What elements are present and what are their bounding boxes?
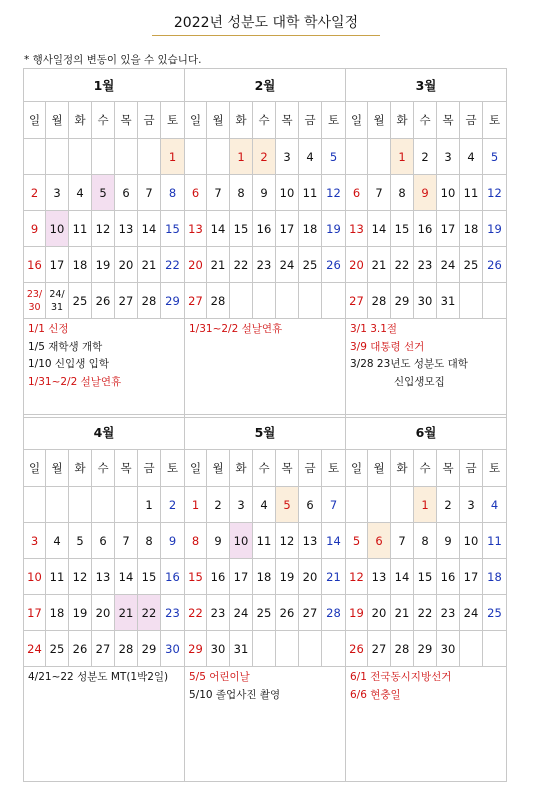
weekday-label: 일 xyxy=(24,102,46,139)
day-cell: 9 xyxy=(437,523,460,559)
weekday-label: 화 xyxy=(69,102,92,139)
day-cell: 6 xyxy=(115,175,138,211)
day-cell: 7 xyxy=(391,523,414,559)
page-title: 2022년 성분도 대학 학사일정 xyxy=(152,12,380,36)
day-cell: 31 xyxy=(437,283,460,319)
weekday-label: 일 xyxy=(185,450,207,487)
weekday-label: 토 xyxy=(322,450,346,487)
day-cell: 8 xyxy=(391,175,414,211)
day-cell: 8 xyxy=(161,175,185,211)
month-header: 4월 xyxy=(24,415,185,450)
day-cell: 14 xyxy=(322,523,346,559)
day-cell: 1 xyxy=(230,139,253,175)
event-item: 6/1 전국동시지방선거 xyxy=(350,671,452,683)
day-cell: 17 xyxy=(230,559,253,595)
day-cell: 6 xyxy=(368,523,391,559)
day-cell: 14 xyxy=(138,211,161,247)
weekday-label: 토 xyxy=(161,450,185,487)
day-cell-double: 24/ 31 xyxy=(46,283,69,319)
day-cell: 17 xyxy=(437,211,460,247)
day-cell: 25 xyxy=(299,247,322,283)
weekday-label: 수 xyxy=(92,450,115,487)
day-cell: 22 xyxy=(391,247,414,283)
day-cell: 4 xyxy=(46,523,69,559)
day-cell: 29 xyxy=(391,283,414,319)
day-cell: 26 xyxy=(322,247,346,283)
day-cell: 17 xyxy=(276,211,299,247)
event-item: 3/1 3.1절 xyxy=(350,323,398,335)
day-cell: 28 xyxy=(391,631,414,667)
weekday-label: 금 xyxy=(138,450,161,487)
day-cell xyxy=(115,139,138,175)
day-cell xyxy=(368,139,391,175)
day-cell xyxy=(460,631,483,667)
day-cell xyxy=(92,139,115,175)
day-cell: 20 xyxy=(346,247,368,283)
day-cell: 24 xyxy=(230,595,253,631)
event-item: 3/28 23년도 성분도 대학 xyxy=(350,358,468,370)
day-cell: 1 xyxy=(391,139,414,175)
day-cell: 20 xyxy=(185,247,207,283)
day-cell: 11 xyxy=(46,559,69,595)
day-cell: 9 xyxy=(207,523,230,559)
day-cell: 1 xyxy=(161,139,185,175)
day-cell xyxy=(69,487,92,523)
day-cell: 2 xyxy=(207,487,230,523)
day-cell: 19 xyxy=(276,559,299,595)
day-cell: 15 xyxy=(391,211,414,247)
day-cell: 18 xyxy=(46,595,69,631)
day-cell: 21 xyxy=(207,247,230,283)
weekday-label: 토 xyxy=(483,450,507,487)
day-cell: 17 xyxy=(24,595,46,631)
day-cell: 21 xyxy=(391,595,414,631)
day-cell: 6 xyxy=(346,175,368,211)
weekday-label: 수 xyxy=(253,450,276,487)
schedule-change-note: * 행사일정의 변동이 있을 수 있습니다. xyxy=(24,54,202,66)
weekday-label: 화 xyxy=(391,102,414,139)
day-cell: 13 xyxy=(368,559,391,595)
day-cell: 4 xyxy=(483,487,507,523)
day-cell: 12 xyxy=(69,559,92,595)
event-item: 1/1 신정 xyxy=(28,323,69,335)
day-cell: 11 xyxy=(299,175,322,211)
day-cell: 27 xyxy=(368,631,391,667)
day-cell: 15 xyxy=(138,559,161,595)
day-cell: 13 xyxy=(346,211,368,247)
day-cell: 28 xyxy=(368,283,391,319)
day-cell: 28 xyxy=(115,631,138,667)
day-cell: 10 xyxy=(230,523,253,559)
day-cell: 21 xyxy=(322,559,346,595)
event-item: 3/9 대통령 선거 xyxy=(350,340,425,353)
event-item: 4/21~22 성분도 MT(1박2일) xyxy=(28,671,169,683)
day-cell: 13 xyxy=(185,211,207,247)
day-cell: 5 xyxy=(322,139,346,175)
day-cell: 18 xyxy=(69,247,92,283)
day-cell: 29 xyxy=(414,631,437,667)
weekday-label: 화 xyxy=(230,450,253,487)
day-cell: 15 xyxy=(185,559,207,595)
day-cell: 20 xyxy=(92,595,115,631)
day-cell: 23 xyxy=(253,247,276,283)
day-cell: 29 xyxy=(185,631,207,667)
weekday-label: 목 xyxy=(276,450,299,487)
day-cell: 25 xyxy=(253,595,276,631)
day-cell: 16 xyxy=(253,211,276,247)
day-cell: 14 xyxy=(115,559,138,595)
day-cell: 22 xyxy=(230,247,253,283)
day-cell: 20 xyxy=(368,595,391,631)
events-list xyxy=(346,319,507,418)
day-cell: 23 xyxy=(414,247,437,283)
day-cell xyxy=(276,631,299,667)
day-cell: 31 xyxy=(230,631,253,667)
day-cell: 27 xyxy=(92,631,115,667)
day-cell: 15 xyxy=(161,211,185,247)
day-cell: 9 xyxy=(161,523,185,559)
weekday-label: 화 xyxy=(230,102,253,139)
day-cell: 28 xyxy=(322,595,346,631)
weekday-label: 토 xyxy=(322,102,346,139)
weekday-label: 목 xyxy=(276,102,299,139)
day-cell: 27 xyxy=(185,283,207,319)
day-cell: 5 xyxy=(483,139,507,175)
day-cell: 19 xyxy=(69,595,92,631)
weekday-label: 목 xyxy=(115,102,138,139)
day-cell: 1 xyxy=(138,487,161,523)
event-item: 1/5 재학생 개학 xyxy=(28,340,103,353)
day-cell: 22 xyxy=(138,595,161,631)
event-item: 1/10 신입생 입학 xyxy=(28,358,109,370)
day-cell: 16 xyxy=(437,559,460,595)
day-cell: 1 xyxy=(414,487,437,523)
weekday-label: 월 xyxy=(368,102,391,139)
day-cell: 14 xyxy=(368,211,391,247)
event-item: 6/6 현충일 xyxy=(350,688,401,701)
day-cell: 19 xyxy=(322,211,346,247)
day-cell: 1 xyxy=(185,487,207,523)
weekday-label: 수 xyxy=(253,102,276,139)
day-cell: 21 xyxy=(115,595,138,631)
events-list xyxy=(185,667,346,782)
day-cell xyxy=(253,283,276,319)
day-cell: 30 xyxy=(437,631,460,667)
day-cell: 21 xyxy=(138,247,161,283)
day-cell: 15 xyxy=(414,559,437,595)
day-cell: 26 xyxy=(92,283,115,319)
day-cell xyxy=(69,139,92,175)
day-cell: 27 xyxy=(115,283,138,319)
day-cell: 22 xyxy=(185,595,207,631)
events-list xyxy=(346,667,507,782)
weekday-label: 화 xyxy=(69,450,92,487)
weekday-label: 금 xyxy=(138,102,161,139)
day-cell: 2 xyxy=(253,139,276,175)
event-item: 1/31~2/2 설날연휴 xyxy=(28,375,122,388)
day-cell: 12 xyxy=(92,211,115,247)
weekday-label: 금 xyxy=(460,450,483,487)
weekday-label: 수 xyxy=(414,102,437,139)
event-item: 5/10 졸업사진 촬영 xyxy=(189,688,281,701)
day-cell: 21 xyxy=(368,247,391,283)
day-cell: 25 xyxy=(483,595,507,631)
weekday-label: 수 xyxy=(92,102,115,139)
day-cell: 15 xyxy=(230,211,253,247)
day-cell: 5 xyxy=(92,175,115,211)
day-cell-double: 23/ 30 xyxy=(24,283,46,319)
weekday-label: 월 xyxy=(46,102,69,139)
day-cell: 28 xyxy=(138,283,161,319)
weekday-label: 월 xyxy=(46,450,69,487)
day-cell xyxy=(460,283,483,319)
day-cell: 20 xyxy=(299,559,322,595)
day-cell: 10 xyxy=(276,175,299,211)
month-header: 2월 xyxy=(185,69,346,102)
day-cell: 3 xyxy=(24,523,46,559)
month-header: 3월 xyxy=(346,69,507,102)
day-cell: 28 xyxy=(207,283,230,319)
day-cell: 30 xyxy=(161,631,185,667)
day-cell xyxy=(299,631,322,667)
day-cell xyxy=(115,487,138,523)
day-cell: 18 xyxy=(460,211,483,247)
day-cell: 10 xyxy=(24,559,46,595)
day-cell: 19 xyxy=(92,247,115,283)
day-cell: 16 xyxy=(161,559,185,595)
day-cell: 26 xyxy=(276,595,299,631)
day-cell xyxy=(138,139,161,175)
day-cell: 30 xyxy=(414,283,437,319)
day-cell: 29 xyxy=(161,283,185,319)
event-item: 1/31~2/2 설날연휴 xyxy=(189,323,283,335)
day-cell: 23 xyxy=(207,595,230,631)
day-cell: 2 xyxy=(24,175,46,211)
day-cell: 7 xyxy=(207,175,230,211)
day-cell: 11 xyxy=(460,175,483,211)
day-cell: 5 xyxy=(346,523,368,559)
day-cell: 19 xyxy=(483,211,507,247)
day-cell: 8 xyxy=(185,523,207,559)
day-cell: 20 xyxy=(115,247,138,283)
day-cell xyxy=(253,631,276,667)
day-cell: 29 xyxy=(138,631,161,667)
day-cell xyxy=(24,487,46,523)
weekday-label: 목 xyxy=(115,450,138,487)
weekday-label: 토 xyxy=(483,102,507,139)
day-cell: 24 xyxy=(276,247,299,283)
weekday-label: 수 xyxy=(414,450,437,487)
day-cell: 7 xyxy=(322,487,346,523)
day-cell: 22 xyxy=(414,595,437,631)
day-cell: 27 xyxy=(299,595,322,631)
events-list xyxy=(24,667,185,782)
day-cell: 4 xyxy=(253,487,276,523)
day-cell xyxy=(299,283,322,319)
day-cell xyxy=(368,487,391,523)
day-cell: 7 xyxy=(138,175,161,211)
day-cell: 16 xyxy=(207,559,230,595)
day-cell: 10 xyxy=(460,523,483,559)
weekday-label: 월 xyxy=(207,450,230,487)
day-cell: 24 xyxy=(460,595,483,631)
day-cell xyxy=(322,631,346,667)
day-cell: 3 xyxy=(437,139,460,175)
day-cell: 25 xyxy=(69,283,92,319)
day-cell: 25 xyxy=(46,631,69,667)
day-cell: 11 xyxy=(69,211,92,247)
day-cell xyxy=(24,139,46,175)
day-cell: 16 xyxy=(24,247,46,283)
day-cell: 18 xyxy=(483,559,507,595)
day-cell: 2 xyxy=(437,487,460,523)
day-cell: 14 xyxy=(391,559,414,595)
weekday-label: 토 xyxy=(161,102,185,139)
events-list xyxy=(24,319,185,418)
day-cell xyxy=(322,283,346,319)
event-item: 신입생모집 xyxy=(394,375,445,388)
day-cell: 8 xyxy=(138,523,161,559)
weekday-label: 일 xyxy=(24,450,46,487)
weekday-label: 금 xyxy=(460,102,483,139)
day-cell xyxy=(346,139,368,175)
day-cell: 23 xyxy=(437,595,460,631)
day-cell: 4 xyxy=(299,139,322,175)
weekday-label: 화 xyxy=(391,450,414,487)
day-cell: 7 xyxy=(115,523,138,559)
day-cell: 9 xyxy=(414,175,437,211)
day-cell: 24 xyxy=(437,247,460,283)
day-cell: 12 xyxy=(322,175,346,211)
day-cell: 3 xyxy=(230,487,253,523)
month-header: 1월 xyxy=(24,69,185,102)
event-item: 5/5 어린이날 xyxy=(189,671,250,683)
day-cell: 26 xyxy=(346,631,368,667)
day-cell: 25 xyxy=(460,247,483,283)
day-cell: 13 xyxy=(115,211,138,247)
day-cell: 17 xyxy=(460,559,483,595)
day-cell xyxy=(346,487,368,523)
day-cell: 3 xyxy=(46,175,69,211)
day-cell: 13 xyxy=(92,559,115,595)
weekday-label: 목 xyxy=(437,102,460,139)
day-cell: 18 xyxy=(253,559,276,595)
weekday-label: 목 xyxy=(437,450,460,487)
day-cell: 5 xyxy=(276,487,299,523)
day-cell: 10 xyxy=(437,175,460,211)
day-cell: 11 xyxy=(483,523,507,559)
day-cell: 26 xyxy=(69,631,92,667)
weekday-label: 금 xyxy=(299,450,322,487)
day-cell: 19 xyxy=(346,595,368,631)
day-cell: 27 xyxy=(346,283,368,319)
day-cell: 12 xyxy=(276,523,299,559)
day-cell: 4 xyxy=(69,175,92,211)
day-cell: 6 xyxy=(299,487,322,523)
day-cell: 13 xyxy=(299,523,322,559)
events-list xyxy=(185,319,346,418)
day-cell: 17 xyxy=(46,247,69,283)
weekday-label: 일 xyxy=(346,102,368,139)
month-header: 6월 xyxy=(346,415,507,450)
weekday-label: 일 xyxy=(346,450,368,487)
day-cell: 3 xyxy=(276,139,299,175)
day-cell: 2 xyxy=(414,139,437,175)
day-cell: 30 xyxy=(207,631,230,667)
day-cell: 10 xyxy=(46,211,69,247)
day-cell xyxy=(46,139,69,175)
day-cell xyxy=(230,283,253,319)
day-cell: 3 xyxy=(460,487,483,523)
day-cell xyxy=(483,631,507,667)
day-cell: 8 xyxy=(230,175,253,211)
day-cell: 12 xyxy=(346,559,368,595)
day-cell xyxy=(46,487,69,523)
day-cell: 12 xyxy=(483,175,507,211)
weekday-label: 일 xyxy=(185,102,207,139)
day-cell: 16 xyxy=(414,211,437,247)
day-cell: 2 xyxy=(161,487,185,523)
day-cell: 24 xyxy=(24,631,46,667)
day-cell xyxy=(92,487,115,523)
day-cell: 18 xyxy=(299,211,322,247)
calendar-apr-jun xyxy=(23,414,507,782)
day-cell xyxy=(391,487,414,523)
weekday-label: 월 xyxy=(207,102,230,139)
day-cell: 26 xyxy=(483,247,507,283)
day-cell: 22 xyxy=(161,247,185,283)
day-cell: 9 xyxy=(24,211,46,247)
weekday-label: 금 xyxy=(299,102,322,139)
day-cell xyxy=(207,139,230,175)
day-cell: 14 xyxy=(207,211,230,247)
weekday-label: 월 xyxy=(368,450,391,487)
day-cell xyxy=(185,139,207,175)
day-cell: 7 xyxy=(368,175,391,211)
day-cell: 6 xyxy=(185,175,207,211)
day-cell xyxy=(483,283,507,319)
day-cell: 5 xyxy=(69,523,92,559)
day-cell: 9 xyxy=(253,175,276,211)
day-cell: 4 xyxy=(460,139,483,175)
month-header: 5월 xyxy=(185,415,346,450)
day-cell: 23 xyxy=(161,595,185,631)
calendar-jan-mar xyxy=(23,68,507,418)
day-cell xyxy=(276,283,299,319)
day-cell: 8 xyxy=(414,523,437,559)
day-cell: 6 xyxy=(92,523,115,559)
day-cell: 11 xyxy=(253,523,276,559)
